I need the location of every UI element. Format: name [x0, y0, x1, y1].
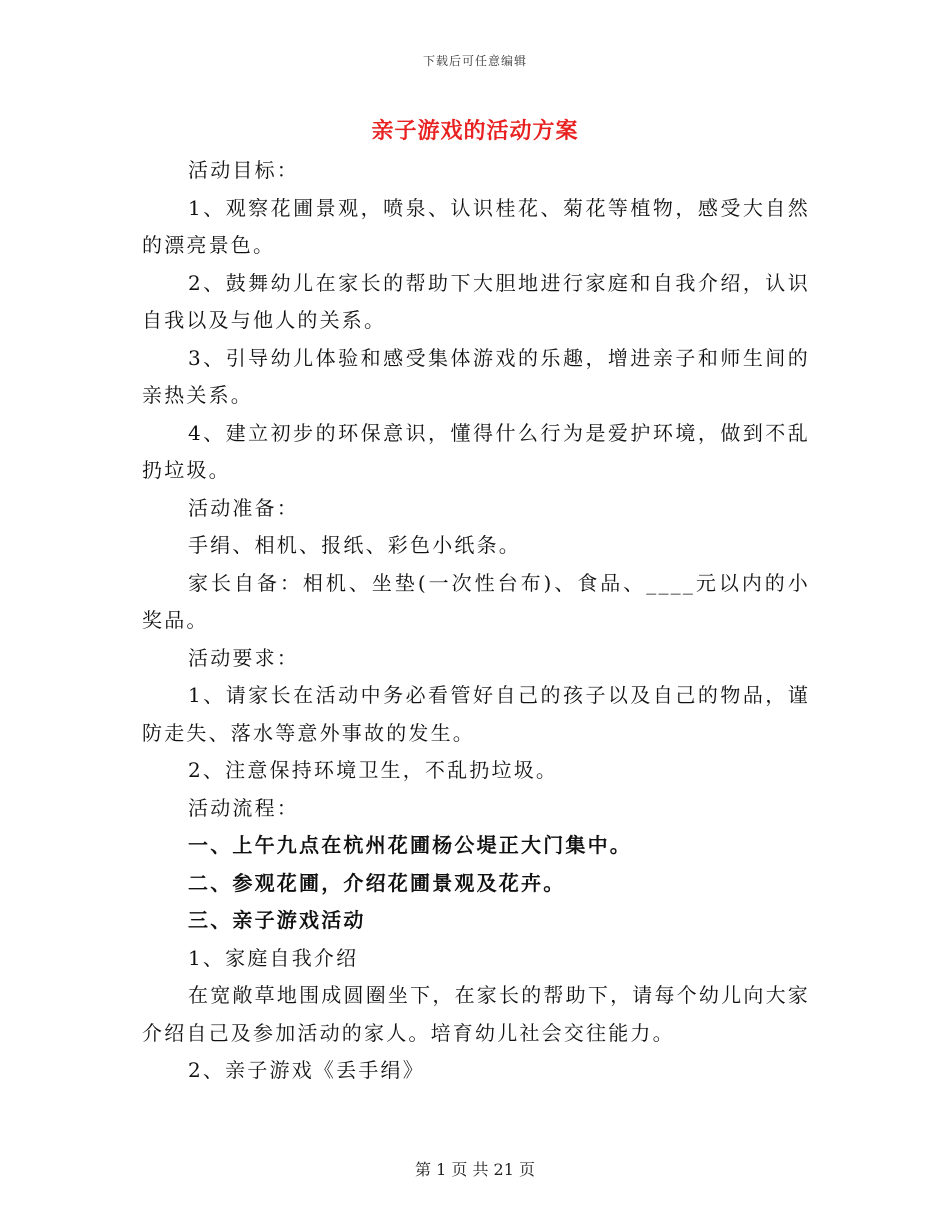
preparation-parents: 家长自备：相机、坐垫(一次性台布)、食品、____元以内的小奖品。 [142, 570, 810, 632]
game-item-1-description: 在宽敞草地围成圆圈坐下，在家长的帮助下，请每个幼儿向大家介绍自己及参加活动的家人。培育幼儿社会交往能力。 [142, 983, 810, 1045]
page-number-footer: 第 1 页 共 21 页 [415, 1160, 535, 1179]
preparation-materials: 手绢、相机、报纸、彩色小纸条。 [188, 533, 521, 557]
game-item-2-title: 2、亲子游戏《丢手绢》 [188, 1058, 425, 1082]
section-heading-requirements: 活动要求： [188, 645, 299, 670]
process-step-1: 一、上午九点在杭州花圃杨公堤正大门集中。 [188, 833, 632, 857]
section-heading-goals: 活动目标： [188, 158, 299, 182]
goal-item-3: 3、引导幼儿体验和感受集体游戏的乐趣，增进亲子和师生间的亲热关系。 [142, 345, 810, 407]
goal-item-2: 2、鼓舞幼儿在家长的帮助下大胆地进行家庭和自我介绍，认识自我以及与他人的关系。 [142, 270, 810, 332]
section-heading-process: 活动流程： [188, 795, 299, 820]
process-step-3: 三、亲子游戏活动 [188, 908, 366, 932]
goal-item-4: 4、建立初步的环保意识，懂得什么行为是爱护环境，做到不乱扔垃圾。 [142, 420, 810, 482]
process-step-2: 二、参观花圃，介绍花圃景观及花卉。 [188, 870, 566, 895]
document-body [142, 152, 810, 1090]
goal-item-1: 1、观察花圃景观，喷泉、认识桂花、菊花等植物，感受大自然的漂亮景色。 [142, 195, 810, 257]
requirement-item-1: 1、请家长在活动中务必看管好自己的孩子以及自己的物品，谨防走失、落水等意外事故的发生。 [142, 683, 810, 745]
game-item-1-title: 1、家庭自我介绍 [188, 945, 359, 970]
document-title: 亲子游戏的活动方案 [371, 118, 579, 144]
requirement-item-2: 2、注意保持环境卫生，不乱扔垃圾。 [188, 758, 559, 782]
page-header-note: 下载后可任意编辑 [422, 54, 527, 68]
section-heading-preparation: 活动准备： [188, 495, 299, 520]
